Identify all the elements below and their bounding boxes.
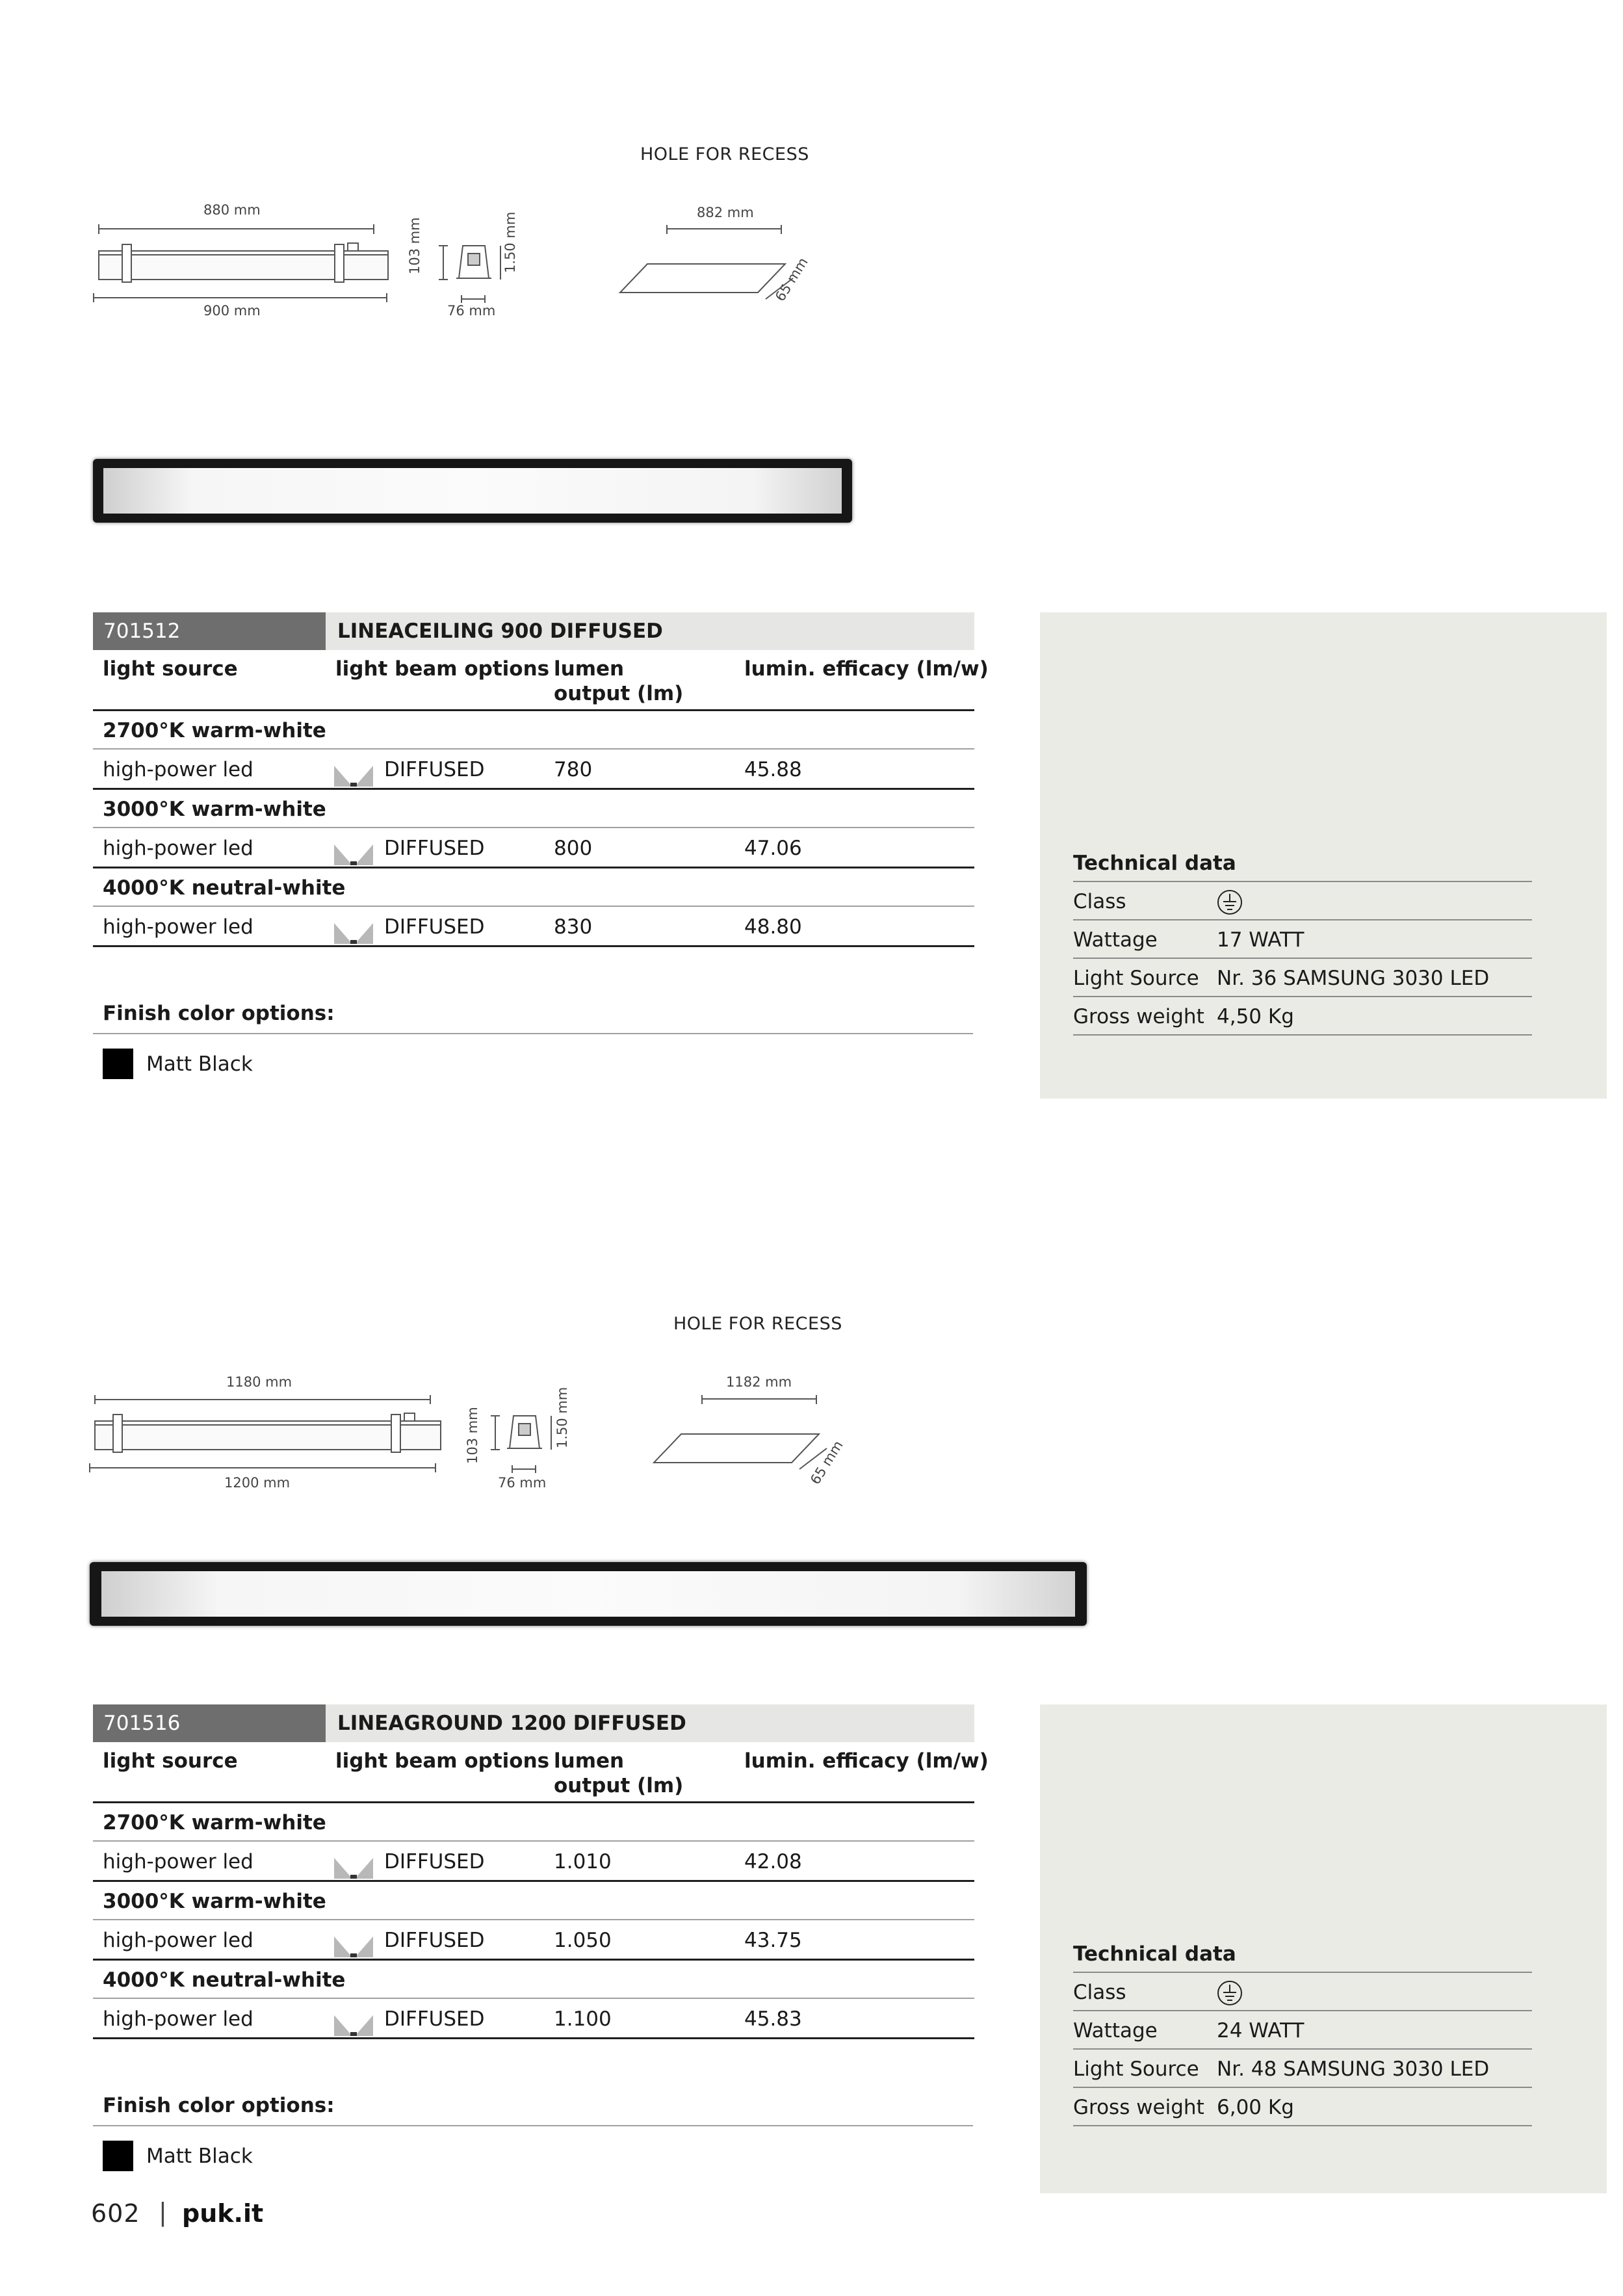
finish-color-label: Matt Black (146, 1052, 253, 1076)
product-photo (93, 459, 852, 523)
light-source-label: Light Source (1073, 967, 1199, 990)
beam-cell: DIFFUSED (384, 915, 485, 939)
tech-title: Technical data (1073, 852, 1236, 875)
efficacy-cell: 45.83 (744, 2007, 802, 2031)
group-label: 4000°K neutral-white (103, 876, 346, 900)
page-number: 602 (91, 2199, 140, 2228)
dim-depth: 1.50 mm (502, 211, 518, 273)
group-label: 4000°K neutral-white (103, 1968, 346, 1992)
header-light-source: light source (103, 657, 238, 681)
source-cell: high-power led (103, 1850, 253, 1873)
divider (93, 1880, 974, 1882)
divider (93, 788, 974, 790)
light-source-value: Nr. 48 SAMSUNG 3030 LED (1217, 2057, 1490, 2081)
dim-hole-width: 65 mm (807, 1437, 846, 1487)
header-lumen-output: lumen output (lm) (554, 657, 684, 705)
weight-label: Gross weight (1073, 1005, 1204, 1028)
divider (1073, 996, 1532, 997)
weight-value: 6,00 Kg (1217, 2096, 1294, 2119)
dim-width: 76 mm (447, 303, 496, 319)
dim-width: 76 mm (498, 1475, 547, 1491)
dim-length-top: 880 mm (203, 202, 261, 218)
divider (93, 827, 974, 828)
earth-ground-icon (1216, 889, 1243, 916)
drawing-lines (84, 208, 832, 312)
light-source-value: Nr. 36 SAMSUNG 3030 LED (1217, 967, 1490, 990)
dim-length-bottom: 1200 mm (224, 1475, 291, 1491)
efficacy-cell: 42.08 (744, 1850, 802, 1873)
lumen-cell: 1.050 (554, 1929, 612, 1952)
divider (93, 1959, 974, 1961)
wattage-value: 17 WATT (1217, 928, 1305, 952)
product-name: LINEACEILING 900 DIFFUSED (326, 612, 974, 650)
hole-title: HOLE FOR RECESS (640, 144, 809, 164)
divider (93, 1998, 974, 1999)
header-light-source: light source (103, 1749, 238, 1773)
dim-length-top: 1180 mm (226, 1374, 292, 1390)
dim-hole-length: 1182 mm (726, 1374, 792, 1390)
divider (1073, 1972, 1532, 1973)
divider (93, 1840, 974, 1842)
group-label: 2700°K warm-white (103, 1811, 326, 1834)
divider (93, 1801, 974, 1803)
divider (1073, 958, 1532, 959)
lumen-cell: 1.100 (554, 2007, 612, 2031)
beam-cell: DIFFUSED (384, 758, 485, 781)
hole-title: HOLE FOR RECESS (673, 1314, 842, 1334)
divider (1073, 2087, 1532, 2088)
product-name: LINEAGROUND 1200 DIFFUSED (326, 1704, 974, 1742)
dim-height: 103 mm (407, 217, 422, 274)
earth-ground-icon (1216, 1979, 1243, 2007)
lumen-cell: 800 (554, 837, 593, 860)
dim-hole-length: 882 mm (697, 205, 754, 220)
finish-color-label: Matt Black (146, 2145, 253, 2168)
color-swatch-black (103, 1049, 133, 1079)
footer-separator: | (159, 2198, 167, 2226)
efficacy-cell: 48.80 (744, 915, 802, 939)
wattage-label: Wattage (1073, 2019, 1158, 2042)
source-cell: high-power led (103, 1929, 253, 1952)
diffused-beam-icon (334, 2010, 373, 2036)
source-cell: high-power led (103, 2007, 253, 2031)
divider (93, 709, 974, 711)
wattage-value: 24 WATT (1217, 2019, 1305, 2042)
dim-height: 103 mm (465, 1407, 480, 1464)
lumen-cell: 780 (554, 758, 593, 781)
header-beam-options: light beam options (335, 1749, 550, 1773)
divider (93, 2125, 973, 2126)
beam-cell: DIFFUSED (384, 2007, 485, 2031)
efficacy-cell: 47.06 (744, 837, 802, 860)
divider (93, 2037, 974, 2039)
group-label: 3000°K warm-white (103, 1890, 326, 1913)
diffused-beam-icon (334, 918, 373, 944)
weight-label: Gross weight (1073, 2096, 1204, 2119)
weight-value: 4,50 Kg (1217, 1005, 1294, 1028)
color-swatch-black (103, 2141, 133, 2171)
dim-depth: 1.50 mm (554, 1387, 570, 1448)
header-lumen-output: lumen output (lm) (554, 1749, 684, 1797)
lumen-cell: 830 (554, 915, 593, 939)
diffused-beam-icon (334, 761, 373, 787)
source-cell: high-power led (103, 837, 253, 860)
drawing-lines (84, 1378, 864, 1482)
diffused-beam-icon (334, 1853, 373, 1879)
diffuser-panel (101, 1571, 1075, 1617)
divider (93, 1033, 973, 1034)
wattage-label: Wattage (1073, 928, 1158, 952)
beam-cell: DIFFUSED (384, 1850, 485, 1873)
tech-title: Technical data (1073, 1942, 1236, 1966)
divider (1073, 2125, 1532, 2126)
divider (93, 1919, 974, 1920)
divider (1073, 1034, 1532, 1036)
product-code: 701516 (93, 1704, 326, 1742)
header-beam-options: light beam options (335, 657, 550, 681)
divider (93, 867, 974, 868)
divider (1073, 2048, 1532, 2050)
diffused-beam-icon (334, 1931, 373, 1957)
divider (1073, 2010, 1532, 2011)
product-code: 701512 (93, 612, 326, 650)
divider (93, 906, 974, 907)
efficacy-cell: 45.88 (744, 758, 802, 781)
group-label: 3000°K warm-white (103, 798, 326, 821)
site-link[interactable]: puk.it (182, 2199, 264, 2228)
class-label: Class (1073, 1981, 1126, 2004)
source-cell: high-power led (103, 758, 253, 781)
divider (1073, 919, 1532, 920)
divider (1073, 881, 1532, 882)
lumen-cell: 1.010 (554, 1850, 612, 1873)
finish-title: Finish color options: (103, 1002, 335, 1025)
beam-cell: DIFFUSED (384, 837, 485, 860)
beam-cell: DIFFUSED (384, 1929, 485, 1952)
header-efficacy: lumin. efficacy (lm/w) (744, 657, 989, 681)
diffuser-panel (103, 468, 842, 514)
group-label: 2700°K warm-white (103, 719, 326, 742)
source-cell: high-power led (103, 915, 253, 939)
class-label: Class (1073, 890, 1126, 913)
product-photo (90, 1562, 1087, 1626)
divider (93, 748, 974, 750)
light-source-label: Light Source (1073, 2057, 1199, 2081)
dim-length-bottom: 900 mm (203, 303, 261, 319)
dim-hole-width: 65 mm (772, 254, 811, 304)
divider (93, 945, 974, 947)
diffused-beam-icon (334, 839, 373, 865)
efficacy-cell: 43.75 (744, 1929, 802, 1952)
finish-title: Finish color options: (103, 2094, 335, 2117)
header-efficacy: lumin. efficacy (lm/w) (744, 1749, 989, 1773)
